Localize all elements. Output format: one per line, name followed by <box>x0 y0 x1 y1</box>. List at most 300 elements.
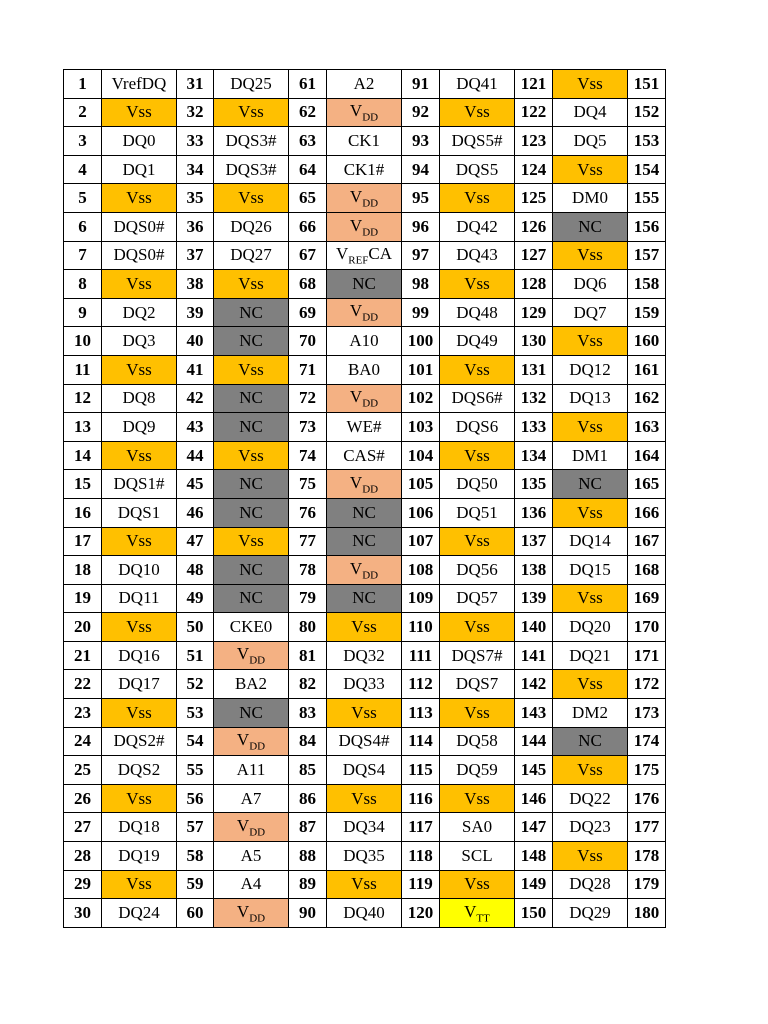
pin-number: 63 <box>289 127 327 156</box>
table-row <box>64 527 666 556</box>
pin-number: 99 <box>402 298 440 327</box>
pin-signal: NC <box>327 584 402 613</box>
pin-signal: DQ34 <box>327 813 402 842</box>
pin-signal: $V_{DD}$ <box>327 212 402 241</box>
pin-number: 154 <box>628 155 666 184</box>
pin-signal: Vss <box>440 613 515 642</box>
pin-number: 86 <box>289 784 327 813</box>
pin-signal: Vss <box>440 870 515 899</box>
pin-signal: BA2 <box>214 670 289 699</box>
pin-number: 51 <box>177 641 214 670</box>
pin-number: 116 <box>402 784 440 813</box>
pin-signal: $V_{DD}$ <box>214 813 289 842</box>
pin-number: 125 <box>515 184 553 213</box>
pin-signal: DQ48 <box>440 298 515 327</box>
pin-number: 31 <box>177 70 214 99</box>
pin-number: 77 <box>289 527 327 556</box>
pin-number: 126 <box>515 212 553 241</box>
pin-number: 137 <box>515 527 553 556</box>
pin-signal: CK1 <box>327 127 402 156</box>
table-row <box>64 756 666 785</box>
pin-number: 132 <box>515 384 553 413</box>
pin-signal: DQS5 <box>440 155 515 184</box>
table-row <box>64 212 666 241</box>
pin-number: 32 <box>177 98 214 127</box>
pin-number: 161 <box>628 355 666 384</box>
pin-signal: NC <box>214 298 289 327</box>
pin-signal: Vss <box>440 784 515 813</box>
pin-signal: DQS1 <box>102 498 177 527</box>
table-row <box>64 298 666 327</box>
pin-number: 71 <box>289 355 327 384</box>
pin-number: 7 <box>64 241 102 270</box>
pin-number: 54 <box>177 727 214 756</box>
pin-number: 24 <box>64 727 102 756</box>
pin-number: 163 <box>628 413 666 442</box>
pin-number: 96 <box>402 212 440 241</box>
pin-number: 171 <box>628 641 666 670</box>
pin-number: 80 <box>289 613 327 642</box>
pin-number: 49 <box>177 584 214 613</box>
pin-number: 120 <box>402 899 440 928</box>
pin-signal: $V_{DD}$ <box>214 641 289 670</box>
pin-number: 83 <box>289 699 327 728</box>
pin-signal: DQ6 <box>553 270 628 299</box>
pin-signal: NC <box>214 556 289 585</box>
pin-number: 141 <box>515 641 553 670</box>
pin-signal: CAS# <box>327 441 402 470</box>
pin-signal: Vss <box>553 70 628 99</box>
pin-number: 26 <box>64 784 102 813</box>
pin-number: 146 <box>515 784 553 813</box>
pin-number: 5 <box>64 184 102 213</box>
pin-signal: Vss <box>553 155 628 184</box>
table-row <box>64 355 666 384</box>
pin-number: 43 <box>177 413 214 442</box>
table-row <box>64 241 666 270</box>
pin-signal: DQS2# <box>102 727 177 756</box>
pin-signal: Vss <box>214 184 289 213</box>
pin-signal: CK1# <box>327 155 402 184</box>
pin-number: 4 <box>64 155 102 184</box>
pin-number: 131 <box>515 355 553 384</box>
pin-signal: DQ57 <box>440 584 515 613</box>
pin-signal: Vss <box>102 441 177 470</box>
pin-signal: Vss <box>102 527 177 556</box>
table-row <box>64 98 666 127</box>
pin-number: 1 <box>64 70 102 99</box>
pin-signal: NC <box>214 699 289 728</box>
pin-number: 79 <box>289 584 327 613</box>
table-row <box>64 184 666 213</box>
pin-signal: Vss <box>102 98 177 127</box>
table-row <box>64 441 666 470</box>
pin-number: 179 <box>628 870 666 899</box>
pin-number: 115 <box>402 756 440 785</box>
pin-number: 148 <box>515 842 553 871</box>
pin-number: 17 <box>64 527 102 556</box>
pin-number: 27 <box>64 813 102 842</box>
pin-number: 68 <box>289 270 327 299</box>
pin-number: 142 <box>515 670 553 699</box>
pin-signal: DQ20 <box>553 613 628 642</box>
pin-number: 69 <box>289 298 327 327</box>
pin-number: 169 <box>628 584 666 613</box>
pin-signal: DQS0# <box>102 241 177 270</box>
pin-number: 123 <box>515 127 553 156</box>
pin-signal: Vss <box>440 184 515 213</box>
pin-number: 13 <box>64 413 102 442</box>
pin-number: 56 <box>177 784 214 813</box>
pin-number: 72 <box>289 384 327 413</box>
pin-signal: DQ22 <box>553 784 628 813</box>
pin-signal: NC <box>214 413 289 442</box>
pin-signal: VrefDQ <box>102 70 177 99</box>
pin-signal: Vss <box>553 413 628 442</box>
pin-number: 25 <box>64 756 102 785</box>
pin-number: 18 <box>64 556 102 585</box>
pin-number: 16 <box>64 498 102 527</box>
pin-signal: Vss <box>327 613 402 642</box>
pin-number: 76 <box>289 498 327 527</box>
pin-number: 105 <box>402 470 440 499</box>
pin-number: 144 <box>515 727 553 756</box>
pin-signal: NC <box>553 727 628 756</box>
pin-number: 150 <box>515 899 553 928</box>
pin-signal: $V_{DD}$ <box>327 184 402 213</box>
pin-number: 155 <box>628 184 666 213</box>
pin-number: 92 <box>402 98 440 127</box>
pin-number: 95 <box>402 184 440 213</box>
pin-signal: DQ28 <box>553 870 628 899</box>
pin-signal: DQ0 <box>102 127 177 156</box>
pin-signal: DQ7 <box>553 298 628 327</box>
pin-number: 170 <box>628 613 666 642</box>
pin-signal: Vss <box>440 270 515 299</box>
pin-signal: A2 <box>327 70 402 99</box>
pin-signal: DQ42 <box>440 212 515 241</box>
pin-number: 70 <box>289 327 327 356</box>
pin-signal: NC <box>214 384 289 413</box>
pin-signal: A4 <box>214 870 289 899</box>
pin-number: 59 <box>177 870 214 899</box>
pin-number: 50 <box>177 613 214 642</box>
pin-number: 152 <box>628 98 666 127</box>
pin-signal: Vss <box>440 98 515 127</box>
pin-number: 65 <box>289 184 327 213</box>
pin-signal: DQ19 <box>102 842 177 871</box>
pin-signal: Vss <box>102 870 177 899</box>
pin-number: 122 <box>515 98 553 127</box>
pin-signal: DQ27 <box>214 241 289 270</box>
pin-signal: DQ40 <box>327 899 402 928</box>
pin-signal: Vss <box>102 184 177 213</box>
pin-number: 61 <box>289 70 327 99</box>
pin-signal: NC <box>327 498 402 527</box>
pin-number: 162 <box>628 384 666 413</box>
pin-number: 175 <box>628 756 666 785</box>
pin-number: 93 <box>402 127 440 156</box>
pin-number: 42 <box>177 384 214 413</box>
pin-number: 90 <box>289 899 327 928</box>
pin-signal: DQ24 <box>102 899 177 928</box>
pin-signal: Vss <box>553 756 628 785</box>
pin-number: 133 <box>515 413 553 442</box>
pin-number: 46 <box>177 498 214 527</box>
pin-number: 62 <box>289 98 327 127</box>
pin-signal: DQ29 <box>553 899 628 928</box>
pin-number: 98 <box>402 270 440 299</box>
pin-signal: DQ21 <box>553 641 628 670</box>
table-row <box>64 127 666 156</box>
pin-signal: DQ23 <box>553 813 628 842</box>
pin-number: 84 <box>289 727 327 756</box>
pin-number: 104 <box>402 441 440 470</box>
pin-signal: DQ59 <box>440 756 515 785</box>
pin-signal: BA0 <box>327 355 402 384</box>
table-row <box>64 384 666 413</box>
pin-number: 178 <box>628 842 666 871</box>
pin-signal: DM1 <box>553 441 628 470</box>
pin-number: 165 <box>628 470 666 499</box>
pin-number: 167 <box>628 527 666 556</box>
pin-signal: DQ13 <box>553 384 628 413</box>
pin-number: 103 <box>402 413 440 442</box>
pin-number: 135 <box>515 470 553 499</box>
pin-signal: DQ25 <box>214 70 289 99</box>
pin-number: 9 <box>64 298 102 327</box>
pin-signal: DQS2 <box>102 756 177 785</box>
pin-signal: DQ12 <box>553 355 628 384</box>
pin-signal: DQ2 <box>102 298 177 327</box>
table-row <box>64 641 666 670</box>
table-row <box>64 813 666 842</box>
pin-number: 73 <box>289 413 327 442</box>
pin-signal: DQS3# <box>214 127 289 156</box>
pin-number: 67 <box>289 241 327 270</box>
pin-signal: DQ18 <box>102 813 177 842</box>
pin-number: 112 <box>402 670 440 699</box>
pin-number: 82 <box>289 670 327 699</box>
pin-number: 119 <box>402 870 440 899</box>
pin-number: 130 <box>515 327 553 356</box>
pin-number: 88 <box>289 842 327 871</box>
pin-signal: A11 <box>214 756 289 785</box>
pin-assignment-table <box>63 69 666 928</box>
pin-signal: NC <box>214 470 289 499</box>
pin-number: 38 <box>177 270 214 299</box>
pin-signal: Vss <box>102 613 177 642</box>
pin-signal: DQS0# <box>102 212 177 241</box>
pin-number: 21 <box>64 641 102 670</box>
pin-signal: Vss <box>440 527 515 556</box>
pin-number: 2 <box>64 98 102 127</box>
pin-number: 14 <box>64 441 102 470</box>
pin-number: 117 <box>402 813 440 842</box>
pin-number: 124 <box>515 155 553 184</box>
pin-number: 145 <box>515 756 553 785</box>
pin-number: 151 <box>628 70 666 99</box>
pin-number: 48 <box>177 556 214 585</box>
pin-number: 140 <box>515 613 553 642</box>
pin-signal: DQ35 <box>327 842 402 871</box>
pin-signal: DQS6# <box>440 384 515 413</box>
pin-number: 157 <box>628 241 666 270</box>
pin-number: 33 <box>177 127 214 156</box>
pin-number: 101 <box>402 355 440 384</box>
pin-signal: $V_{DD}$ <box>327 98 402 127</box>
table-row <box>64 870 666 899</box>
pin-signal: Vss <box>327 699 402 728</box>
pin-signal: Vss <box>553 842 628 871</box>
pin-number: 110 <box>402 613 440 642</box>
pin-number: 173 <box>628 699 666 728</box>
table-row <box>64 413 666 442</box>
pin-number: 121 <box>515 70 553 99</box>
pin-signal: SA0 <box>440 813 515 842</box>
pin-signal: DQ51 <box>440 498 515 527</box>
pin-number: 60 <box>177 899 214 928</box>
pin-signal: Vss <box>327 870 402 899</box>
pin-number: 23 <box>64 699 102 728</box>
pin-number: 87 <box>289 813 327 842</box>
pin-signal: DQ58 <box>440 727 515 756</box>
pin-signal: Vss <box>102 355 177 384</box>
pin-number: 40 <box>177 327 214 356</box>
pin-number: 97 <box>402 241 440 270</box>
pin-number: 66 <box>289 212 327 241</box>
pin-signal: DQ4 <box>553 98 628 127</box>
pin-number: 160 <box>628 327 666 356</box>
pin-signal: $V_{DD}$ <box>327 298 402 327</box>
pin-number: 28 <box>64 842 102 871</box>
pin-number: 74 <box>289 441 327 470</box>
pin-signal: DQS4 <box>327 756 402 785</box>
pin-signal: DQS7 <box>440 670 515 699</box>
pin-number: 106 <box>402 498 440 527</box>
pin-signal: DQS1# <box>102 470 177 499</box>
pin-number: 113 <box>402 699 440 728</box>
pin-number: 172 <box>628 670 666 699</box>
pin-number: 139 <box>515 584 553 613</box>
table-row <box>64 784 666 813</box>
pin-signal: NC <box>553 212 628 241</box>
pin-signal: $V_{REF}CA$ <box>327 241 402 270</box>
pin-number: 94 <box>402 155 440 184</box>
pin-number: 114 <box>402 727 440 756</box>
pin-signal: Vss <box>214 527 289 556</box>
pin-number: 159 <box>628 298 666 327</box>
pin-signal: $V_{DD}$ <box>214 899 289 928</box>
pin-number: 35 <box>177 184 214 213</box>
pin-signal: Vss <box>214 98 289 127</box>
pin-number: 52 <box>177 670 214 699</box>
pin-number: 102 <box>402 384 440 413</box>
pin-signal: $V_{DD}$ <box>327 470 402 499</box>
pin-signal: DQ9 <box>102 413 177 442</box>
pin-number: 41 <box>177 355 214 384</box>
pin-signal: DQ11 <box>102 584 177 613</box>
pin-number: 19 <box>64 584 102 613</box>
pin-signal: DQ14 <box>553 527 628 556</box>
pin-signal: A7 <box>214 784 289 813</box>
pin-number: 118 <box>402 842 440 871</box>
pin-number: 78 <box>289 556 327 585</box>
pin-signal: NC <box>214 584 289 613</box>
pin-number: 34 <box>177 155 214 184</box>
pin-number: 45 <box>177 470 214 499</box>
pin-number: 100 <box>402 327 440 356</box>
pin-signal: A10 <box>327 327 402 356</box>
pin-signal: DQ3 <box>102 327 177 356</box>
pin-signal: NC <box>327 527 402 556</box>
pin-signal: DQ5 <box>553 127 628 156</box>
pin-signal: WE# <box>327 413 402 442</box>
pin-signal: DQ26 <box>214 212 289 241</box>
pin-number: 129 <box>515 298 553 327</box>
pin-number: 168 <box>628 556 666 585</box>
pin-signal: DQ8 <box>102 384 177 413</box>
table-row <box>64 70 666 99</box>
pin-signal: Vss <box>102 270 177 299</box>
pin-signal: DQ10 <box>102 556 177 585</box>
pin-signal: NC <box>214 327 289 356</box>
pin-signal: Vss <box>553 327 628 356</box>
pin-number: 57 <box>177 813 214 842</box>
pin-number: 158 <box>628 270 666 299</box>
pin-number: 75 <box>289 470 327 499</box>
pin-number: 107 <box>402 527 440 556</box>
pin-number: 44 <box>177 441 214 470</box>
pin-signal: DQS5# <box>440 127 515 156</box>
pin-number: 11 <box>64 355 102 384</box>
pin-number: 36 <box>177 212 214 241</box>
pin-number: 15 <box>64 470 102 499</box>
pin-number: 180 <box>628 899 666 928</box>
pin-signal: Vss <box>553 584 628 613</box>
pin-signal: $V_{DD}$ <box>327 556 402 585</box>
pin-table-body <box>64 70 666 928</box>
pin-signal: Vss <box>214 441 289 470</box>
pin-signal: Vss <box>440 699 515 728</box>
pin-signal: DQ32 <box>327 641 402 670</box>
table-row <box>64 155 666 184</box>
pin-signal: CKE0 <box>214 613 289 642</box>
table-row <box>64 727 666 756</box>
pin-number: 111 <box>402 641 440 670</box>
pin-signal: Vss <box>440 441 515 470</box>
pin-number: 174 <box>628 727 666 756</box>
pin-number: 153 <box>628 127 666 156</box>
pin-number: 37 <box>177 241 214 270</box>
pin-number: 55 <box>177 756 214 785</box>
pin-signal: A5 <box>214 842 289 871</box>
table-row <box>64 842 666 871</box>
pin-signal: DQ50 <box>440 470 515 499</box>
pin-number: 53 <box>177 699 214 728</box>
pin-number: 127 <box>515 241 553 270</box>
pin-number: 147 <box>515 813 553 842</box>
pin-number: 176 <box>628 784 666 813</box>
pin-signal: Vss <box>214 355 289 384</box>
pin-signal: Vss <box>440 355 515 384</box>
pin-number: 85 <box>289 756 327 785</box>
pin-number: 3 <box>64 127 102 156</box>
pin-signal: DQS4# <box>327 727 402 756</box>
pin-number: 20 <box>64 613 102 642</box>
pin-signal: Vss <box>553 670 628 699</box>
pin-number: 138 <box>515 556 553 585</box>
